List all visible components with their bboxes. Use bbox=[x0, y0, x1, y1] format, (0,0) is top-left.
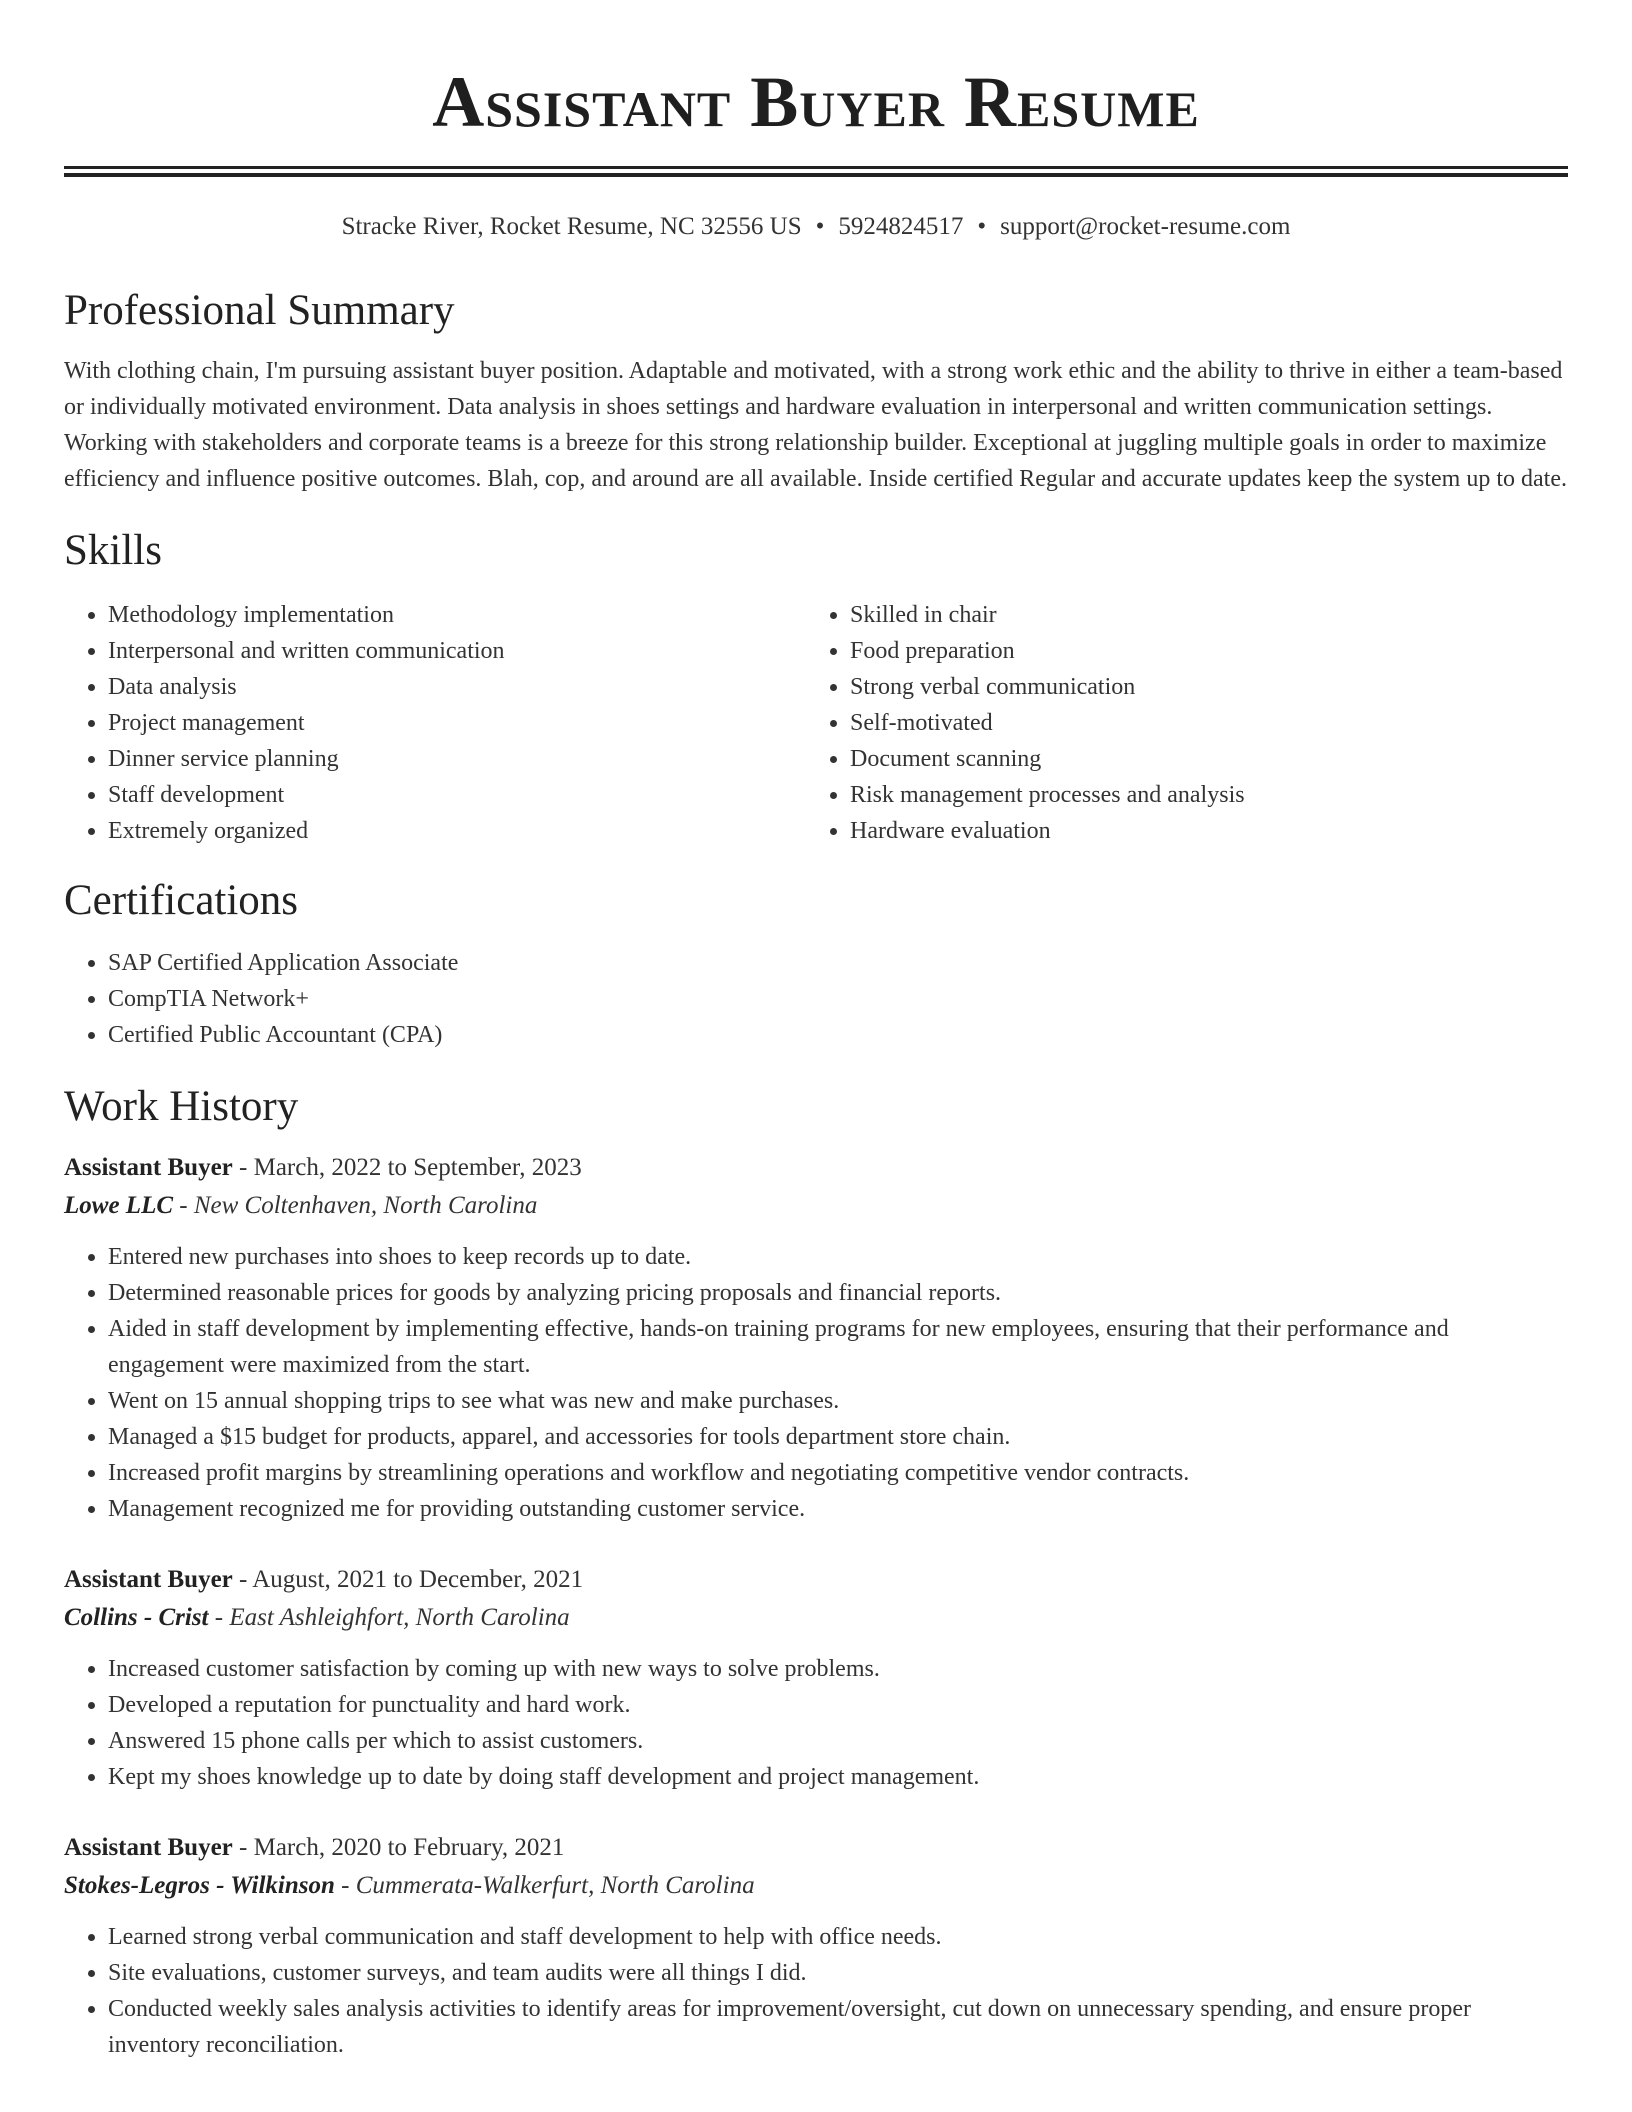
job-bullet: • Managed a $15 budget for products, apparel, and accessories for tools department store chain. bbox=[108, 1419, 1568, 1455]
job-title: Assistant Buyer bbox=[64, 1834, 233, 1861]
skill-item: • Food preparation bbox=[850, 633, 1548, 669]
skill-item: • Strong verbal communication bbox=[850, 669, 1548, 705]
contact-address: Stracke River, Rocket Resume, NC 32556 US bbox=[341, 213, 802, 240]
certifications-heading: Certifications bbox=[64, 877, 299, 924]
job-title-line bbox=[64, 1149, 1568, 1187]
summary-heading: Professional Summary bbox=[64, 287, 455, 334]
job-bullet: • Site evaluations, customer surveys, and team audits were all things I did. bbox=[108, 1955, 1568, 1991]
skill-item: • Methodology implementation bbox=[108, 597, 806, 633]
job-dates: - August, 2021 to December, 2021 bbox=[232, 1566, 584, 1593]
skills-column-right bbox=[806, 597, 1548, 849]
job-title-line bbox=[64, 1829, 1568, 1867]
skill-item: • Extremely organized bbox=[108, 813, 806, 849]
job-bullet: • Answered 15 phone calls per which to assist customers. bbox=[108, 1723, 1568, 1759]
job-title-line bbox=[64, 1561, 1568, 1599]
job-company: Stokes-Legros - Wilkinson bbox=[64, 1872, 335, 1899]
job-location: - Cummerata-Walkerfurt, North Carolina bbox=[334, 1872, 755, 1899]
resume-title: Assistant Buyer Resume bbox=[432, 62, 1200, 142]
skills-column-left bbox=[64, 597, 806, 849]
job-company-line bbox=[64, 1187, 1568, 1225]
job-company: Lowe LLC bbox=[64, 1192, 174, 1219]
job-entry bbox=[64, 1561, 1568, 1795]
job-bullet: • Entered new purchases into shoes to keep records up to date. bbox=[108, 1239, 1568, 1275]
job-location: - New Coltenhaven, North Carolina bbox=[173, 1192, 538, 1219]
title-divider bbox=[64, 166, 1568, 177]
certifications-section bbox=[64, 875, 1568, 1053]
skills-heading: Skills bbox=[64, 527, 162, 574]
job-bullet: • Went on 15 annual shopping trips to see what was new and make purchases. bbox=[108, 1383, 1568, 1419]
skill-item: • Dinner service planning bbox=[108, 741, 806, 777]
job-bullet: • Increased customer satisfaction by coming up with new ways to solve problems. bbox=[108, 1651, 1568, 1687]
job-bullet: • Developed a reputation for punctuality and hard work. bbox=[108, 1687, 1568, 1723]
job-bullet: • Aided in staff development by implementing effective, hands-on training programs for new employees, ensuring that their performance and engagement were maximized from the start. bbox=[108, 1311, 1568, 1383]
summary-section bbox=[64, 285, 1568, 497]
contact-line bbox=[64, 211, 1568, 243]
job-dates: - March, 2020 to February, 2021 bbox=[232, 1834, 565, 1861]
certification-item: • Certified Public Accountant (CPA) bbox=[108, 1017, 1568, 1053]
skills-grid bbox=[64, 597, 1568, 849]
summary-text: With clothing chain, I'm pursuing assistant buyer position. Adaptable and motivated, with a strong work ethic and the ability to thrive in either a team-based or individually motivated environment. Data analysis in shoes settings and hardware evaluation in interpersonal and written communication settings. Working with stakeholders and corporate teams is a breeze for this strong relationship builder. Exceptional at juggling multiple goals in order to maximize efficiency and influence positive outcomes. Blah, cop, and around are all available. Inside certified Regular and accurate updates keep the system up to date. bbox=[64, 358, 1567, 492]
contact-separator: • bbox=[815, 213, 825, 240]
skill-item: • Project management bbox=[108, 705, 806, 741]
skills-list-left bbox=[64, 597, 806, 849]
skills-list-right bbox=[806, 597, 1548, 849]
contact-separator: • bbox=[977, 213, 987, 240]
contact-phone: 5924824517 bbox=[838, 213, 964, 240]
job-company-line bbox=[64, 1867, 1568, 1905]
skill-item: • Self-motivated bbox=[850, 705, 1548, 741]
job-dates: - March, 2022 to September, 2023 bbox=[232, 1154, 582, 1181]
job-bullets bbox=[64, 1651, 1568, 1795]
job-title: Assistant Buyer bbox=[64, 1566, 233, 1593]
job-entry bbox=[64, 1149, 1568, 1527]
job-bullet: • Learned strong verbal communication and staff development to help with office needs. bbox=[108, 1919, 1568, 1955]
job-bullet: • Management recognized me for providing outstanding customer service. bbox=[108, 1491, 1568, 1527]
skill-item: • Skilled in chair bbox=[850, 597, 1548, 633]
job-company: Collins - Crist bbox=[64, 1604, 209, 1631]
job-entry bbox=[64, 1829, 1568, 2063]
skill-item: • Interpersonal and written communication bbox=[108, 633, 806, 669]
skill-item: • Document scanning bbox=[850, 741, 1548, 777]
skill-item: • Risk management processes and analysis bbox=[850, 777, 1548, 813]
work-history-heading: Work History bbox=[64, 1083, 299, 1130]
skill-item: • Data analysis bbox=[108, 669, 806, 705]
job-bullet: • Conducted weekly sales analysis activities to identify areas for improvement/oversight, cut down on unnecessary spending, and ensure proper inventory reconciliation. bbox=[108, 1991, 1568, 2063]
skill-item: • Hardware evaluation bbox=[850, 813, 1548, 849]
job-bullet: • Determined reasonable prices for goods by analyzing pricing proposals and financial reports. bbox=[108, 1275, 1568, 1311]
skills-section bbox=[64, 525, 1568, 849]
certification-item: • SAP Certified Application Associate bbox=[108, 945, 1568, 981]
job-bullets bbox=[64, 1239, 1568, 1527]
job-bullets bbox=[64, 1919, 1568, 2063]
skill-item: • Staff development bbox=[108, 777, 806, 813]
job-bullet: • Increased profit margins by streamlining operations and workflow and negotiating competitive vendor contracts. bbox=[108, 1455, 1568, 1491]
contact-email: support@rocket-resume.com bbox=[1000, 213, 1291, 240]
certifications-list bbox=[64, 945, 1568, 1053]
job-company-line bbox=[64, 1599, 1568, 1637]
job-bullet: • Kept my shoes knowledge up to date by doing staff development and project management. bbox=[108, 1759, 1568, 1795]
certification-item: • CompTIA Network+ bbox=[108, 981, 1568, 1017]
work-history-section bbox=[64, 1081, 1568, 2063]
job-location: - East Ashleighfort, North Carolina bbox=[208, 1604, 570, 1631]
job-title: Assistant Buyer bbox=[64, 1154, 233, 1181]
